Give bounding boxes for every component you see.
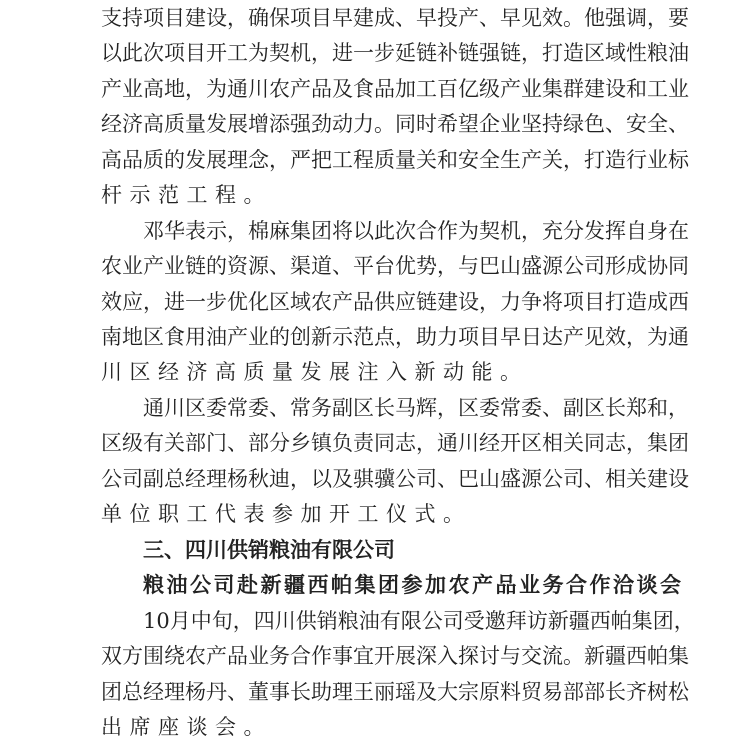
paragraph-line: 杆示范工程。 (101, 183, 272, 207)
paragraph-line: 支持项目建设，确保项目早建成、早投产、早见效。他强调，要 (101, 6, 689, 30)
paragraph-line: 川区经济高质量发展注入新动能。 (101, 360, 529, 384)
paragraph-line: 南地区食用油产业的创新示范点，助力项目早日达产见效，为通 (101, 325, 689, 349)
paragraph-line: 通川区委常委、常务副区长马辉，区委常委、副区长郑和， (143, 396, 689, 420)
paragraph-line: 双方围绕农产品业务合作事宜开展深入探讨与交流。新疆西帕集 (101, 644, 689, 668)
paragraph-line: 区级有关部门、部分乡镇负责同志，通川经开区相关同志，集团 (101, 431, 689, 455)
section-heading: 三、四川供销粮油有限公司 (143, 538, 395, 562)
paragraph-line: 经济高质量发展增添强劲动力。同时希望企业坚持绿色、安全、 (101, 112, 689, 136)
paragraph-line: 出席座谈会。 (101, 715, 272, 739)
paragraph-line: 产业高地，为通川农产品及食品加工百亿级产业集群建设和工业 (101, 77, 689, 101)
paragraph-line: 高品质的发展理念，严把工程质量关和安全生产关，打造行业标 (101, 148, 689, 172)
paragraph-line: 10月中旬，四川供销粮油有限公司受邀拜访新疆西帕集团， (143, 609, 695, 633)
paragraph-line: 以此次项目开工为契机，进一步延链补链强链，打造区域性粮油 (101, 41, 689, 65)
paragraph-line: 农业产业链的资源、渠道、平台优势，与巴山盛源公司形成协同 (101, 254, 689, 278)
paragraph-line: 效应，进一步优化区域农产品供应链建设，力争将项目打造成西 (101, 290, 689, 314)
article-subheading: 粮油公司赴新疆西帕集团参加农产品业务合作洽谈会 (143, 572, 684, 597)
paragraph-line: 团总经理杨丹、董事长助理王丽瑶及大宗原料贸易部部长齐树松 (101, 680, 689, 704)
paragraph-line: 邓华表示，棉麻集团将以此次合作为契机，充分发挥自身在 (143, 219, 689, 243)
paragraph-line: 公司副总经理杨秋迪，以及骐骥公司、巴山盛源公司、相关建设 (101, 467, 689, 491)
paragraph-line: 单位职工代表参加开工仪式。 (101, 502, 472, 526)
